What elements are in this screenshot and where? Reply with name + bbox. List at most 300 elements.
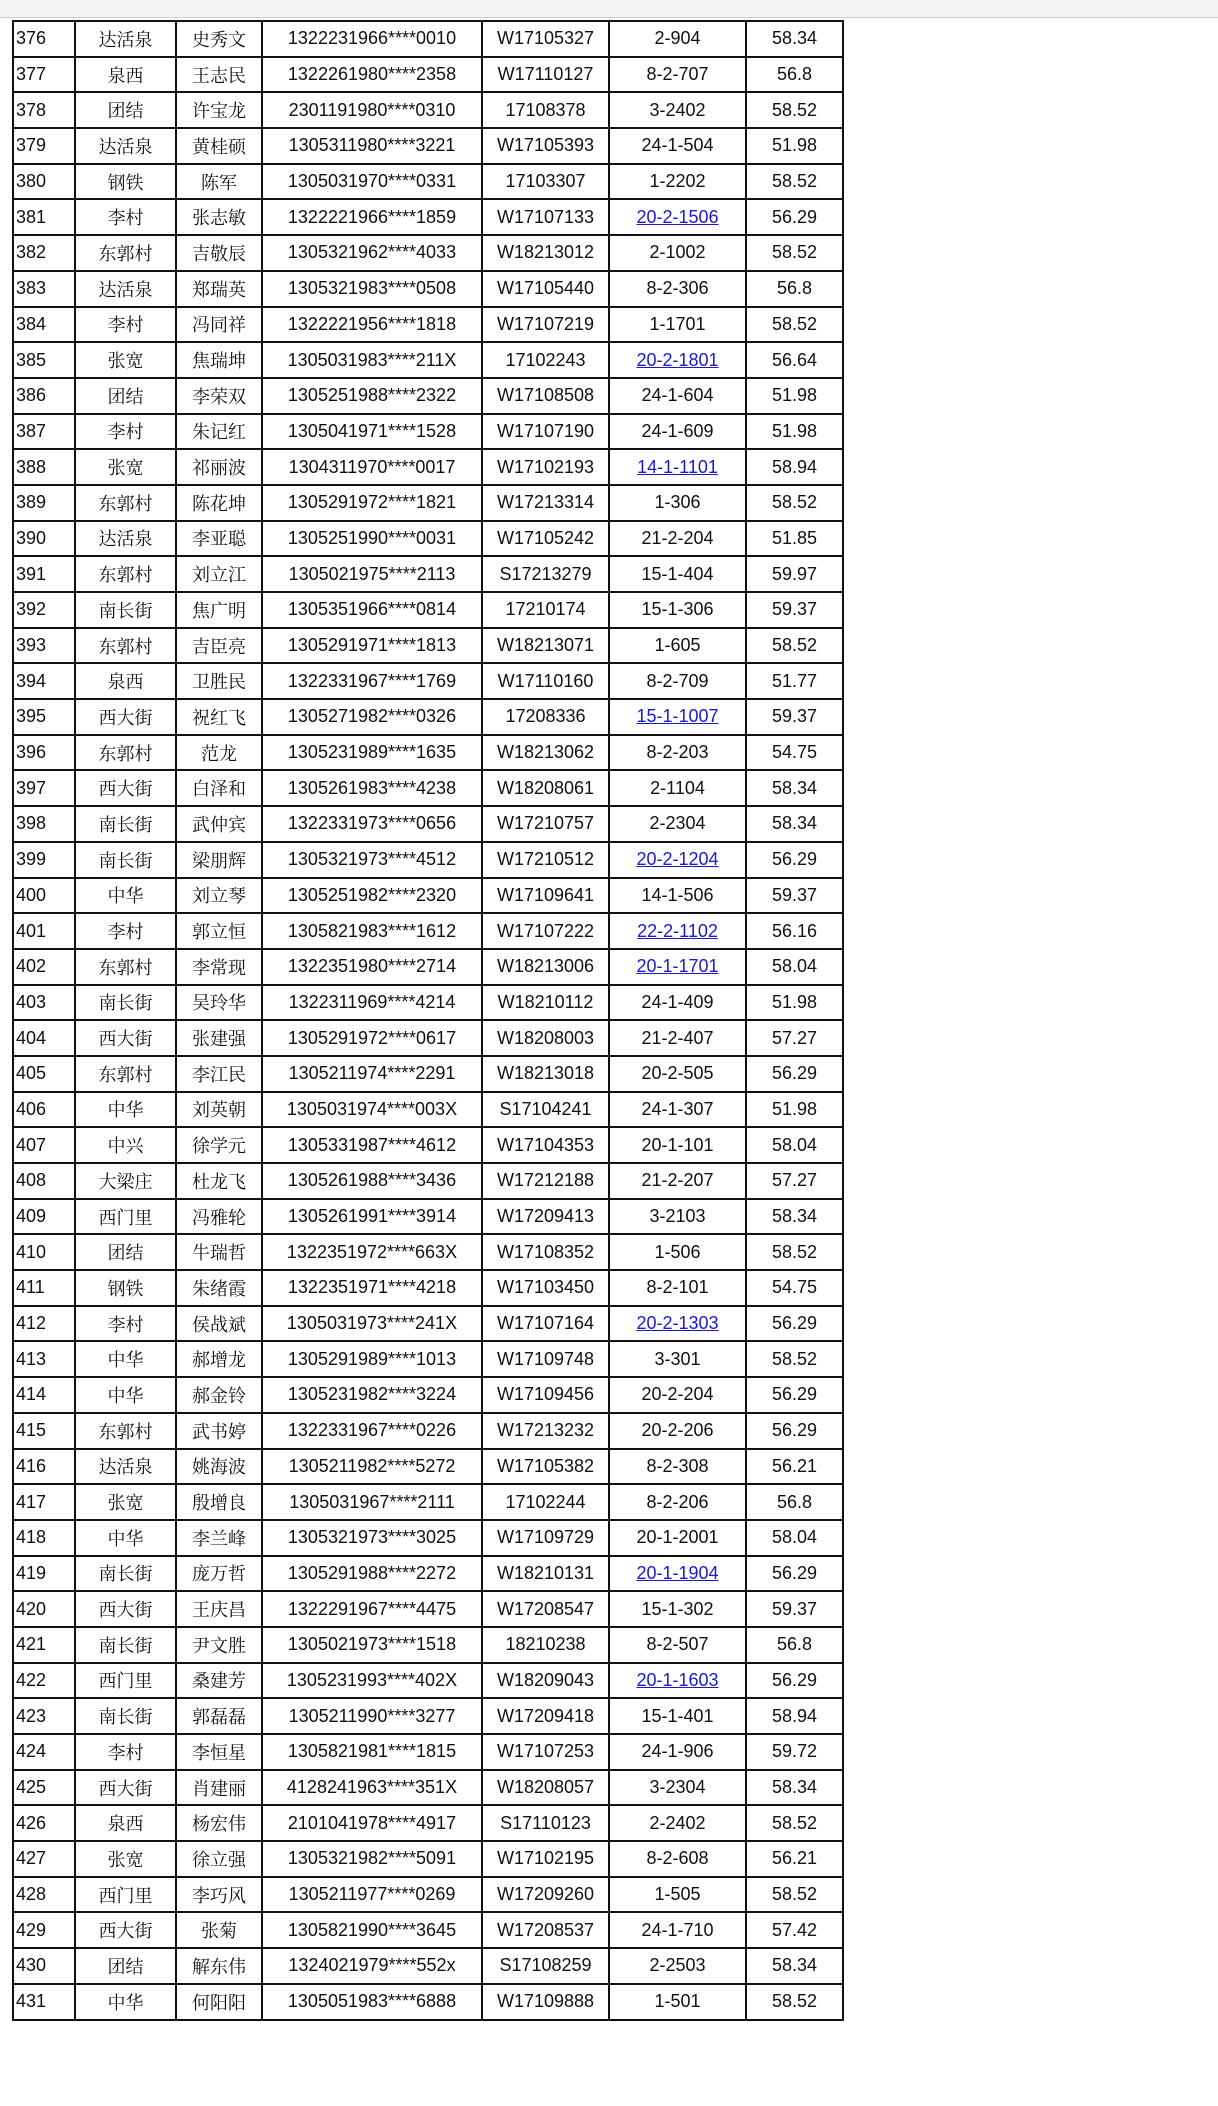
room-number-link[interactable]: 20-2-1506 (636, 206, 719, 227)
id-number-cell: 1322291967****4475 (262, 1591, 482, 1627)
application-code-cell: W17104353 (482, 1127, 609, 1163)
floor-area-cell: 57.27 (746, 1163, 843, 1199)
id-number-cell: 1305321983****0508 (262, 271, 482, 307)
row-number-cell: 406 (13, 1092, 75, 1128)
application-code-cell: W17105440 (482, 271, 609, 307)
floor-area-cell: 58.52 (746, 1341, 843, 1377)
room-number-cell: 3-2103 (609, 1199, 746, 1235)
district-cell: 东郭村 (75, 485, 176, 521)
application-code-cell: W17107222 (482, 913, 609, 949)
floor-area-cell: 58.04 (746, 949, 843, 985)
room-number-link[interactable]: 20-1-1701 (636, 956, 719, 977)
district-cell: 团结 (75, 1234, 176, 1270)
district-cell: 李村 (75, 414, 176, 450)
application-code-cell: W18208003 (482, 1020, 609, 1056)
application-code-cell: 17108378 (482, 92, 609, 128)
application-code-cell: W18213062 (482, 735, 609, 771)
application-code-cell: W18213018 (482, 1056, 609, 1092)
resident-name-cell: 李荣双 (176, 378, 262, 414)
id-number-cell: 1305271982****0326 (262, 699, 482, 735)
floor-area-cell: 56.29 (746, 1377, 843, 1413)
application-code-cell: W18208057 (482, 1770, 609, 1806)
floor-area-cell: 56.29 (746, 1306, 843, 1342)
row-number-cell: 409 (13, 1199, 75, 1235)
room-number-cell: 1-501 (609, 1984, 746, 2020)
id-number-cell: 1305251988****2322 (262, 378, 482, 414)
floor-area-cell: 58.34 (746, 770, 843, 806)
district-cell: 西门里 (75, 1199, 176, 1235)
application-code-cell: 17103307 (482, 164, 609, 200)
application-code-cell: W18213006 (482, 949, 609, 985)
application-code-cell: 17208336 (482, 699, 609, 735)
table-row (13, 342, 843, 378)
id-number-cell: 1322331973****0656 (262, 806, 482, 842)
id-number-cell: 1305231989****1635 (262, 735, 482, 771)
district-cell: 李村 (75, 199, 176, 235)
room-number-cell: 1-605 (609, 628, 746, 664)
table-row (13, 449, 843, 485)
room-number-cell: 8-2-709 (609, 663, 746, 699)
district-cell: 东郭村 (75, 628, 176, 664)
floor-area-cell: 58.52 (746, 1234, 843, 1270)
row-number-cell: 388 (13, 449, 75, 485)
room-number-cell: 1-505 (609, 1877, 746, 1913)
row-number-cell: 417 (13, 1484, 75, 1520)
district-cell: 团结 (75, 378, 176, 414)
id-number-cell: 1304311970****0017 (262, 449, 482, 485)
id-number-cell: 1305321973****4512 (262, 842, 482, 878)
application-code-cell: W17105393 (482, 128, 609, 164)
id-number-cell: 1305351966****0814 (262, 592, 482, 628)
id-number-cell: 1305291989****1013 (262, 1341, 482, 1377)
room-number-cell: 14-1-506 (609, 878, 746, 914)
table-body (13, 21, 843, 2020)
row-number-cell: 430 (13, 1948, 75, 1984)
district-cell: 南长街 (75, 592, 176, 628)
application-code-cell: W18210131 (482, 1556, 609, 1592)
resident-name-cell: 陈军 (176, 164, 262, 200)
row-number-cell: 386 (13, 378, 75, 414)
id-number-cell: 1305021973****1518 (262, 1627, 482, 1663)
application-code-cell: W17109748 (482, 1341, 609, 1377)
floor-area-cell: 56.8 (746, 57, 843, 93)
application-code-cell: W17102193 (482, 449, 609, 485)
district-cell: 团结 (75, 1948, 176, 1984)
id-number-cell: 1322261980****2358 (262, 57, 482, 93)
row-number-cell: 415 (13, 1413, 75, 1449)
application-code-cell: W17107253 (482, 1734, 609, 1770)
district-cell: 西大街 (75, 1591, 176, 1627)
application-code-cell: W17208547 (482, 1591, 609, 1627)
district-cell: 大梁庄 (75, 1163, 176, 1199)
room-number-cell (609, 949, 746, 985)
resident-name-cell: 白泽和 (176, 770, 262, 806)
room-number-cell: 15-1-404 (609, 556, 746, 592)
resident-name-cell: 李兰峰 (176, 1520, 262, 1556)
room-number-cell: 2-904 (609, 21, 746, 57)
room-number-link[interactable]: 20-2-1801 (636, 349, 719, 370)
resident-name-cell: 肖建丽 (176, 1770, 262, 1806)
row-number-cell: 407 (13, 1127, 75, 1163)
district-cell: 达活泉 (75, 271, 176, 307)
application-code-cell: 17102244 (482, 1484, 609, 1520)
resident-name-cell: 武仲宾 (176, 806, 262, 842)
resident-name-cell: 李亚聪 (176, 521, 262, 557)
district-cell: 李村 (75, 307, 176, 343)
floor-area-cell: 56.64 (746, 342, 843, 378)
application-code-cell: W17107190 (482, 414, 609, 450)
row-number-cell: 394 (13, 663, 75, 699)
table-row (13, 1770, 843, 1806)
table-row (13, 913, 843, 949)
row-number-cell: 379 (13, 128, 75, 164)
row-number-cell: 411 (13, 1270, 75, 1306)
id-number-cell: 1305251982****2320 (262, 878, 482, 914)
application-code-cell: W17209260 (482, 1877, 609, 1913)
room-number-cell (609, 1556, 746, 1592)
resident-name-cell: 祁丽波 (176, 449, 262, 485)
room-number-link[interactable]: 15-1-1007 (636, 706, 719, 727)
row-number-cell: 387 (13, 414, 75, 450)
floor-area-cell: 59.37 (746, 699, 843, 735)
resident-name-cell: 朱记红 (176, 414, 262, 450)
room-number-cell: 21-2-204 (609, 521, 746, 557)
resident-name-cell: 郑瑞英 (176, 271, 262, 307)
browser-top-bar (0, 0, 1218, 18)
id-number-cell: 1305211990****3277 (262, 1698, 482, 1734)
row-number-cell: 391 (13, 556, 75, 592)
table-row (13, 1663, 843, 1699)
row-number-cell: 392 (13, 592, 75, 628)
floor-area-cell: 59.72 (746, 1734, 843, 1770)
row-number-cell: 376 (13, 21, 75, 57)
table-row (13, 378, 843, 414)
room-number-cell: 2-2304 (609, 806, 746, 842)
id-number-cell: 1305231982****3224 (262, 1377, 482, 1413)
id-number-cell: 1305261988****3436 (262, 1163, 482, 1199)
id-number-cell: 1305031983****211X (262, 342, 482, 378)
resident-name-cell: 殷增良 (176, 1484, 262, 1520)
room-number-link[interactable]: 20-1-1904 (636, 1562, 719, 1583)
application-code-cell: W17110127 (482, 57, 609, 93)
district-cell: 西门里 (75, 1663, 176, 1699)
resident-name-cell: 许宝龙 (176, 92, 262, 128)
table-row (13, 1734, 843, 1770)
row-number-cell: 383 (13, 271, 75, 307)
table-row (13, 878, 843, 914)
application-code-cell: W18209043 (482, 1663, 609, 1699)
resident-name-cell: 范龙 (176, 735, 262, 771)
application-code-cell: W18213012 (482, 235, 609, 271)
resident-name-cell: 姚海波 (176, 1449, 262, 1485)
row-number-cell: 380 (13, 164, 75, 200)
application-code-cell: W17209418 (482, 1698, 609, 1734)
application-code-cell: W17213314 (482, 485, 609, 521)
room-number-cell: 8-2-608 (609, 1841, 746, 1877)
district-cell: 团结 (75, 92, 176, 128)
row-number-cell: 428 (13, 1877, 75, 1913)
floor-area-cell: 58.52 (746, 628, 843, 664)
table-row (13, 128, 843, 164)
id-number-cell: 1305291972****1821 (262, 485, 482, 521)
row-number-cell: 404 (13, 1020, 75, 1056)
row-number-cell: 421 (13, 1627, 75, 1663)
room-number-cell: 1-1701 (609, 307, 746, 343)
id-number-cell: 1305251990****0031 (262, 521, 482, 557)
resident-name-cell: 郭立恒 (176, 913, 262, 949)
room-number-cell: 8-2-707 (609, 57, 746, 93)
district-cell: 东郭村 (75, 556, 176, 592)
application-code-cell: W17212188 (482, 1163, 609, 1199)
row-number-cell: 425 (13, 1770, 75, 1806)
district-cell: 张宽 (75, 449, 176, 485)
district-cell: 李村 (75, 913, 176, 949)
row-number-cell: 418 (13, 1520, 75, 1556)
room-number-link[interactable]: 20-1-1603 (636, 1669, 719, 1690)
row-number-cell: 395 (13, 699, 75, 735)
table-row (13, 1127, 843, 1163)
resident-name-cell: 侯战斌 (176, 1306, 262, 1342)
district-cell: 西大街 (75, 770, 176, 806)
table-row (13, 92, 843, 128)
resident-name-cell: 黄桂硕 (176, 128, 262, 164)
district-cell: 达活泉 (75, 21, 176, 57)
resident-name-cell: 张菊 (176, 1912, 262, 1948)
id-number-cell: 1305821983****1612 (262, 913, 482, 949)
id-number-cell: 1305021975****2113 (262, 556, 482, 592)
district-cell: 泉西 (75, 663, 176, 699)
room-number-cell: 20-2-206 (609, 1413, 746, 1449)
table-row (13, 1199, 843, 1235)
resident-name-cell: 何阳阳 (176, 1984, 262, 2020)
row-number-cell: 410 (13, 1234, 75, 1270)
id-number-cell: 1305211974****2291 (262, 1056, 482, 1092)
district-cell: 南长街 (75, 842, 176, 878)
table-row (13, 985, 843, 1021)
application-code-cell: W17105382 (482, 1449, 609, 1485)
room-number-link[interactable]: 20-2-1303 (636, 1313, 719, 1334)
room-number-cell: 20-2-204 (609, 1377, 746, 1413)
resident-name-cell: 李江民 (176, 1056, 262, 1092)
room-number-cell: 1-306 (609, 485, 746, 521)
floor-area-cell: 58.52 (746, 92, 843, 128)
resident-name-cell: 焦广明 (176, 592, 262, 628)
room-number-cell: 24-1-604 (609, 378, 746, 414)
district-cell: 钢铁 (75, 164, 176, 200)
application-code-cell: W18210112 (482, 985, 609, 1021)
resident-name-cell: 史秀文 (176, 21, 262, 57)
application-code-cell: W17210757 (482, 806, 609, 842)
district-cell: 张宽 (75, 342, 176, 378)
id-number-cell: 1322331967****1769 (262, 663, 482, 699)
application-code-cell: W17105327 (482, 21, 609, 57)
row-number-cell: 385 (13, 342, 75, 378)
id-number-cell: 1324021979****552x (262, 1948, 482, 1984)
room-number-link[interactable]: 14-1-1101 (637, 456, 718, 477)
district-cell: 达活泉 (75, 128, 176, 164)
row-number-cell: 426 (13, 1805, 75, 1841)
floor-area-cell: 56.29 (746, 1413, 843, 1449)
row-number-cell: 400 (13, 878, 75, 914)
row-number-cell: 396 (13, 735, 75, 771)
district-cell: 东郭村 (75, 735, 176, 771)
row-number-cell: 403 (13, 985, 75, 1021)
id-number-cell: 1305031974****003X (262, 1092, 482, 1128)
floor-area-cell: 58.94 (746, 1698, 843, 1734)
floor-area-cell: 51.85 (746, 521, 843, 557)
room-number-link[interactable]: 20-2-1204 (636, 849, 719, 870)
room-number-cell: 15-1-306 (609, 592, 746, 628)
resident-name-cell: 杨宏伟 (176, 1805, 262, 1841)
resident-name-cell: 焦瑞坤 (176, 342, 262, 378)
resident-name-cell: 张志敏 (176, 199, 262, 235)
row-number-cell: 397 (13, 770, 75, 806)
resident-name-cell: 李常现 (176, 949, 262, 985)
id-number-cell: 1322351980****2714 (262, 949, 482, 985)
row-number-cell: 389 (13, 485, 75, 521)
district-cell: 泉西 (75, 1805, 176, 1841)
district-cell: 西大街 (75, 1912, 176, 1948)
id-number-cell: 1322351971****4218 (262, 1270, 482, 1306)
floor-area-cell: 58.52 (746, 307, 843, 343)
room-number-cell: 8-2-203 (609, 735, 746, 771)
id-number-cell: 1305211982****5272 (262, 1449, 482, 1485)
room-number-cell: 8-2-507 (609, 1627, 746, 1663)
floor-area-cell: 58.52 (746, 1984, 843, 2020)
room-number-cell (609, 342, 746, 378)
table-row (13, 1912, 843, 1948)
row-number-cell: 405 (13, 1056, 75, 1092)
row-number-cell: 393 (13, 628, 75, 664)
table-row (13, 1341, 843, 1377)
resident-name-cell: 徐立强 (176, 1841, 262, 1877)
floor-area-cell: 56.29 (746, 1663, 843, 1699)
resident-name-cell: 刘立江 (176, 556, 262, 592)
application-code-cell: W17109888 (482, 1984, 609, 2020)
floor-area-cell: 56.16 (746, 913, 843, 949)
application-code-cell: W17209413 (482, 1199, 609, 1235)
floor-area-cell: 58.04 (746, 1520, 843, 1556)
row-number-cell: 398 (13, 806, 75, 842)
room-number-link[interactable]: 22-2-1102 (637, 920, 718, 941)
floor-area-cell: 58.34 (746, 806, 843, 842)
floor-area-cell: 58.04 (746, 1127, 843, 1163)
table-row (13, 1092, 843, 1128)
id-number-cell: 1305821990****3645 (262, 1912, 482, 1948)
floor-area-cell: 58.34 (746, 21, 843, 57)
table-row (13, 1520, 843, 1556)
floor-area-cell: 51.98 (746, 128, 843, 164)
room-number-cell: 8-2-101 (609, 1270, 746, 1306)
table-row (13, 1413, 843, 1449)
floor-area-cell: 59.37 (746, 1591, 843, 1627)
floor-area-cell: 58.52 (746, 485, 843, 521)
row-number-cell: 384 (13, 307, 75, 343)
room-number-cell: 8-2-206 (609, 1484, 746, 1520)
resident-name-cell: 徐学元 (176, 1127, 262, 1163)
room-number-cell: 3-301 (609, 1341, 746, 1377)
id-number-cell: 1305031973****241X (262, 1306, 482, 1342)
room-number-cell: 24-1-504 (609, 128, 746, 164)
floor-area-cell: 51.98 (746, 1092, 843, 1128)
district-cell: 南长街 (75, 1698, 176, 1734)
table-row (13, 1556, 843, 1592)
district-cell: 张宽 (75, 1484, 176, 1520)
room-number-cell: 24-1-906 (609, 1734, 746, 1770)
room-number-cell: 20-1-101 (609, 1127, 746, 1163)
id-number-cell: 1305231993****402X (262, 1663, 482, 1699)
id-number-cell: 1305321973****3025 (262, 1520, 482, 1556)
floor-area-cell: 58.94 (746, 449, 843, 485)
room-number-cell (609, 842, 746, 878)
application-code-cell: W18213071 (482, 628, 609, 664)
row-number-cell: 413 (13, 1341, 75, 1377)
row-number-cell: 431 (13, 1984, 75, 2020)
resident-name-cell: 冯雅轮 (176, 1199, 262, 1235)
room-number-cell: 15-1-302 (609, 1591, 746, 1627)
application-code-cell: W17109641 (482, 878, 609, 914)
floor-area-cell: 56.8 (746, 271, 843, 307)
row-number-cell: 423 (13, 1698, 75, 1734)
table-row (13, 307, 843, 343)
application-code-cell: W17108508 (482, 378, 609, 414)
district-cell: 中华 (75, 878, 176, 914)
table-row (13, 485, 843, 521)
room-number-cell: 24-1-710 (609, 1912, 746, 1948)
floor-area-cell: 56.8 (746, 1627, 843, 1663)
district-cell: 东郭村 (75, 1056, 176, 1092)
table-row (13, 1056, 843, 1092)
district-cell: 李村 (75, 1306, 176, 1342)
resident-name-cell: 李恒星 (176, 1734, 262, 1770)
floor-area-cell: 51.98 (746, 414, 843, 450)
district-cell: 中兴 (75, 1127, 176, 1163)
room-number-cell: 24-1-409 (609, 985, 746, 1021)
room-number-cell: 21-2-407 (609, 1020, 746, 1056)
room-number-cell: 8-2-306 (609, 271, 746, 307)
table-row (13, 1306, 843, 1342)
room-number-cell (609, 1306, 746, 1342)
floor-area-cell: 59.97 (746, 556, 843, 592)
table-row (13, 949, 843, 985)
floor-area-cell: 58.52 (746, 235, 843, 271)
table-row (13, 770, 843, 806)
room-number-cell: 2-1002 (609, 235, 746, 271)
row-number-cell: 429 (13, 1912, 75, 1948)
table-row (13, 1020, 843, 1056)
resident-name-cell: 祝红飞 (176, 699, 262, 735)
room-number-cell (609, 913, 746, 949)
table-row (13, 628, 843, 664)
table-row (13, 1449, 843, 1485)
resident-name-cell: 郝金铃 (176, 1377, 262, 1413)
application-code-cell: W17208537 (482, 1912, 609, 1948)
district-cell: 南长街 (75, 1627, 176, 1663)
table-row (13, 556, 843, 592)
table-row (13, 414, 843, 450)
id-number-cell: 1305291972****0617 (262, 1020, 482, 1056)
id-number-cell: 1305321962****4033 (262, 235, 482, 271)
application-code-cell: S17108259 (482, 1948, 609, 1984)
room-number-cell: 2-1104 (609, 770, 746, 806)
row-number-cell: 419 (13, 1556, 75, 1592)
table-row (13, 735, 843, 771)
table-row (13, 1948, 843, 1984)
application-code-cell: W17107164 (482, 1306, 609, 1342)
id-number-cell: 1305211977****0269 (262, 1877, 482, 1913)
resident-name-cell: 吉臣亮 (176, 628, 262, 664)
table-row (13, 21, 843, 57)
